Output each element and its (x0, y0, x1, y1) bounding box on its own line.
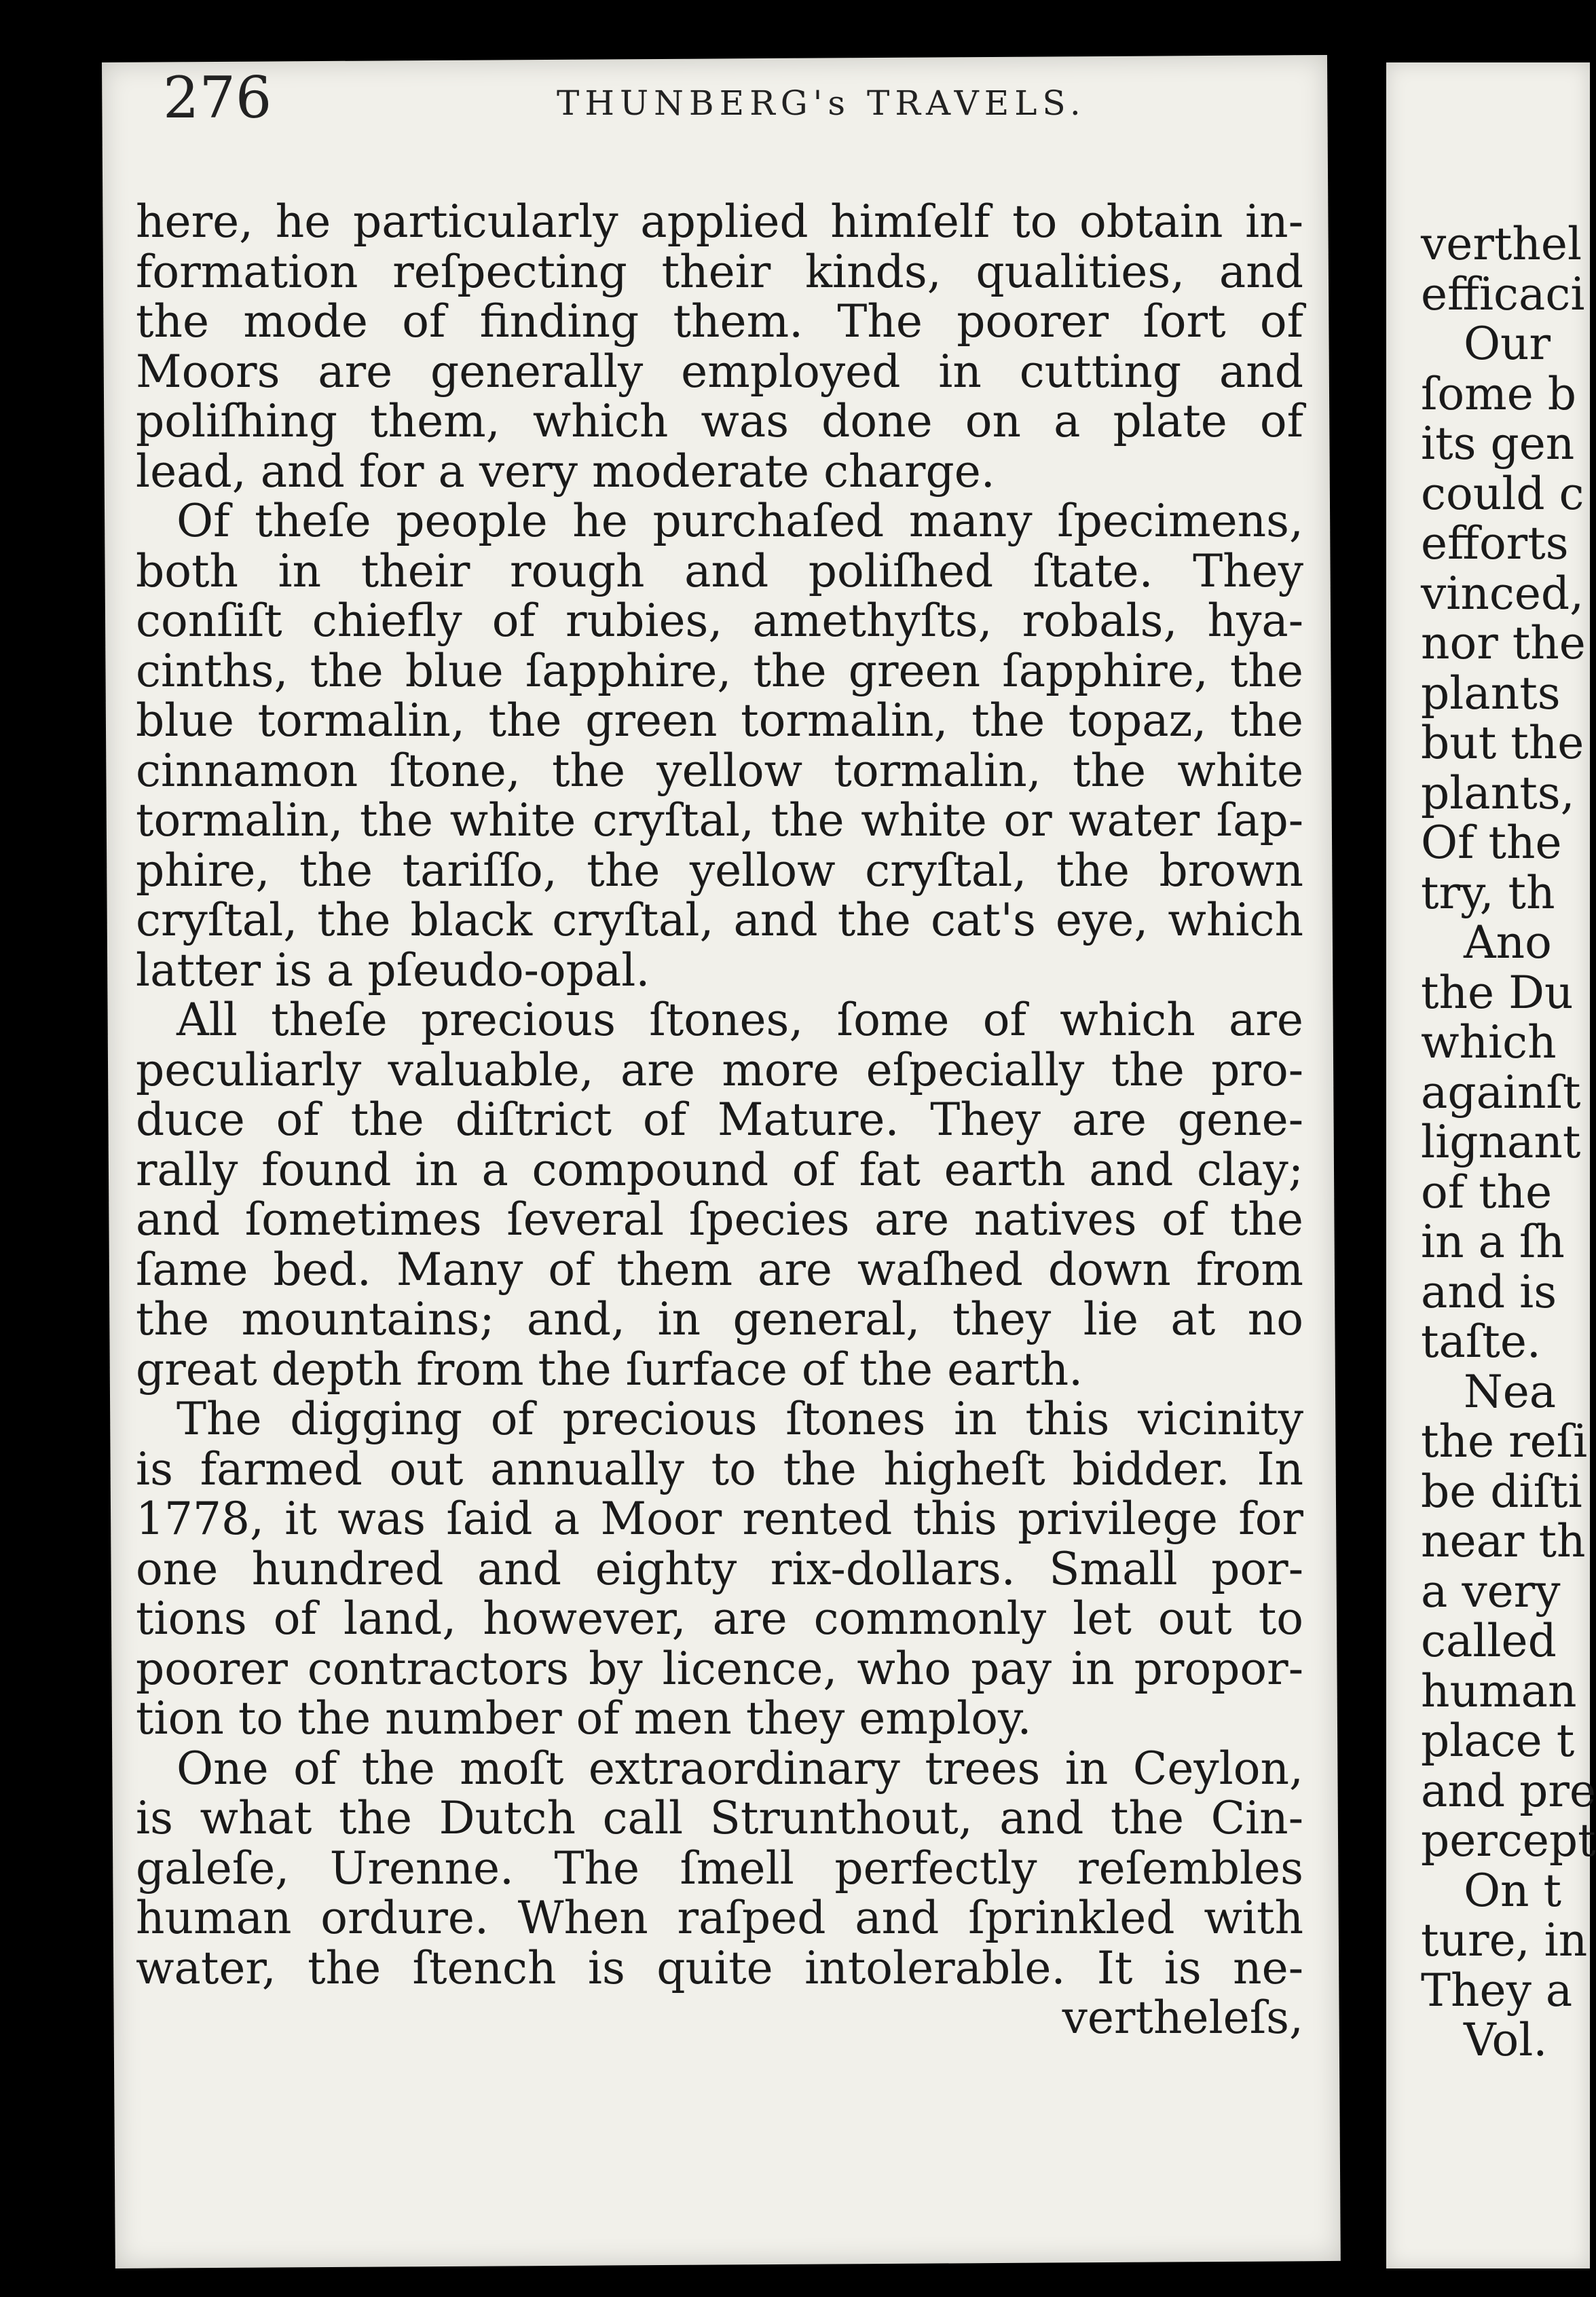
text-line: conſiſt chiefly of rubies, amethyſts, robals, hya- (136, 595, 1303, 647)
text-line: All theſe precious ſtones, ſome of which are (177, 994, 1303, 1046)
facing-text-line: Vol. (1421, 2014, 1548, 2066)
text-line: both in their rough and poliſhed ſtate. They (136, 544, 1303, 597)
facing-text-line: Nea (1421, 1365, 1557, 1418)
text-line: water, the ſtench is quite intolerable. It is ne- (136, 1941, 1303, 1994)
text-line: poorer contractors by licence, who pay in propor- (136, 1642, 1303, 1695)
facing-text-line: percept (1421, 1814, 1596, 1867)
facing-text-line: the reſi (1421, 1415, 1588, 1468)
facing-text-line: its gen (1421, 417, 1575, 470)
facing-text-line: the Du (1421, 966, 1574, 1019)
text-line: tormalin, the white cryſtal, the white or water ſap- (136, 794, 1303, 846)
facing-page-text (1421, 218, 1596, 2066)
page-header (163, 64, 1303, 139)
text-line: and ſometimes ſeveral ſpecies are natives of the (136, 1193, 1303, 1246)
facing-text-line: which (1421, 1016, 1557, 1068)
text-line: cinnamon ſtone, the yellow tormalin, the white (136, 744, 1303, 797)
facing-text-line: They a (1421, 1964, 1573, 2017)
facing-text-line: of the (1421, 1165, 1553, 1218)
facing-text-line: Our (1421, 318, 1551, 370)
text-line: great depth from the ſurface of the earth. (136, 1343, 1083, 1396)
facing-text-line: Ano (1421, 916, 1552, 969)
facing-text-line: ſome b (1421, 367, 1577, 420)
facing-text-line: human (1421, 1664, 1577, 1717)
text-line: here, he particularly applied himſelf to obtain in- (136, 195, 1303, 248)
facing-text-line: taſte. (1421, 1315, 1541, 1368)
text-line: lead, and for a very moderate charge. (136, 445, 995, 498)
text-line: blue tormalin, the green tormalin, the topaz, the (136, 694, 1303, 747)
text-line: human ordure. When raſped and ſprinkled with (136, 1892, 1303, 1944)
text-line: formation reſpecting their kinds, qualities, and (136, 245, 1303, 298)
text-line: Of theſe people he purchaſed many ſpecimens, (177, 495, 1303, 547)
text-line: poliſhing them, which was done on a plate of (136, 395, 1303, 447)
page-number: 276 (163, 64, 272, 131)
facing-text-line: called (1421, 1615, 1557, 1667)
text-line: galeſe, Urenne. The ſmell perfectly reſembles (136, 1842, 1303, 1894)
text-line: is what the Dutch call Strunthout, and the Cin- (136, 1792, 1303, 1844)
facing-text-line: place t (1421, 1715, 1575, 1767)
facing-text-line: in a ſh (1421, 1216, 1565, 1268)
text-line: 1778, it was ſaid a Moor rented this privilege for (136, 1493, 1303, 1545)
catchword: vertheleſs, (1062, 1992, 1303, 2044)
text-line: Moors are generally employed in cutting and (136, 345, 1303, 398)
facing-text-line: plants (1421, 667, 1561, 720)
text-line: the mountains; and, in general, they lie at no (136, 1293, 1303, 1345)
facing-text-line: try, th (1421, 866, 1555, 919)
facing-text-line: plants, (1421, 766, 1575, 819)
facing-text-line: efficaci (1421, 267, 1585, 320)
facing-text-line: and is (1421, 1265, 1557, 1318)
text-line: duce of the diſtrict of Mature. They are gene- (136, 1094, 1303, 1146)
facing-text-line: On t (1421, 1864, 1562, 1917)
facing-text-line: verthel (1421, 218, 1582, 270)
text-line: phire, the tariſſo, the yellow cryſtal, the brown (136, 844, 1303, 897)
facing-text-line: a very (1421, 1565, 1561, 1618)
text-line: peculiarly valuable, are more eſpecially the pro- (136, 1043, 1303, 1096)
facing-text-line: Of the (1421, 817, 1562, 869)
facing-text-line: but the (1421, 717, 1584, 769)
text-line: latter is a pſeudo-opal. (136, 944, 650, 996)
facing-text-line: be diſti (1421, 1465, 1582, 1518)
text-line: tions of land, however, are commonly let out to (136, 1592, 1303, 1645)
text-line: cinths, the blue ſapphire, the green ſapphire, the (136, 644, 1303, 697)
facing-text-line: and pre (1421, 1764, 1596, 1817)
text-line: ſame bed. Many of them are waſhed down from (136, 1243, 1303, 1296)
text-line: cryſtal, the black cryſtal, and the cat's eye, which (136, 894, 1303, 946)
text-line: rally found in a compound of fat earth and clay; (136, 1143, 1303, 1196)
text-line: the mode of finding them. The poorer ſort of (136, 295, 1303, 348)
facing-text-line: ture, in (1421, 1914, 1588, 1966)
text-line: is farmed out annually to the higheſt bidder. In (136, 1442, 1303, 1495)
body-text (136, 197, 1303, 2043)
facing-text-line: could c (1421, 467, 1584, 520)
text-line: one hundred and eighty rix-dollars. Small por- (136, 1542, 1303, 1595)
text-line: The digging of precious ſtones in this vicinity (177, 1393, 1303, 1445)
facing-text-line: lignant (1421, 1116, 1581, 1168)
text-line: tion to the number of men they employ. (136, 1692, 1032, 1744)
facing-text-line: againſt (1421, 1066, 1581, 1119)
facing-text-line: nor the (1421, 617, 1586, 669)
facing-text-line: vinced, (1421, 567, 1584, 620)
running-head: THUNBERG's TRAVELS. (557, 83, 1086, 123)
text-line: One of the moſt extraordinary trees in Ceylon, (177, 1742, 1303, 1795)
facing-text-line: efforts (1421, 517, 1569, 569)
facing-text-line: near th (1421, 1515, 1586, 1567)
